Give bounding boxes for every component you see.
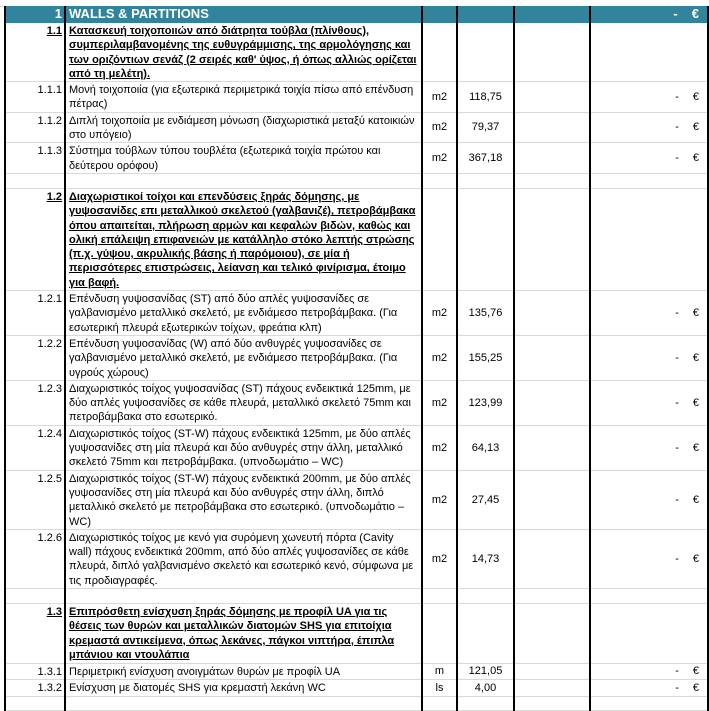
item-unit[interactable]: ls [422,680,457,696]
item-number[interactable]: 1.1.1 [5,82,65,113]
section-row [5,23,708,82]
currency: € [692,121,699,134]
currency: € [692,90,699,103]
item-total[interactable] [590,470,708,529]
cell[interactable] [5,588,65,603]
item-total[interactable] [590,112,708,143]
total-value: - [675,121,679,134]
cell[interactable] [514,23,590,82]
item-description[interactable]: Διαχωριστικός τοίχος (ST-W) πάχους ενδεικτικά 125mm, με δύο απλές γυψοσανίδες στη μία πλευρά και δύο ανθυγρές στην άλλη, μεταλλικό σκελετό 75mm και πετροβάμβακα. (υπνοδωμάτιο – WC) [65,425,422,470]
cell[interactable] [514,6,590,23]
total-value: - [675,552,679,565]
item-total[interactable] [590,663,708,679]
item-row [5,291,708,336]
item-description[interactable]: Διαχωριστικός τοίχος (ST-W) πάχους ενδεικτικά 200mm, με δύο απλές γυψοσανίδες στη μία πλευρά και δύο ανθυγρές στην άλλη, διπλό μεταλλικό σκελετό με πετροβάμβακα στο εσωτερικό. (υπνοδωμάτιο – WC) [65,470,422,529]
cell[interactable] [5,173,65,188]
item-quantity[interactable]: 14,73 [457,529,514,588]
item-number[interactable]: 1.2.4 [5,425,65,470]
currency: € [692,396,699,409]
item-unit[interactable]: m2 [422,529,457,588]
item-quantity[interactable]: 4,00 [457,680,514,696]
partial-row [5,696,708,710]
item-total[interactable] [590,82,708,113]
cell[interactable] [514,588,590,603]
unit-price-cell[interactable] [514,529,590,588]
cell[interactable] [514,696,590,710]
cell[interactable] [457,23,514,82]
total-value: - [675,90,679,103]
empty-row [5,173,708,188]
cell[interactable] [457,6,514,23]
item-quantity[interactable]: 64,13 [457,425,514,470]
item-description[interactable]: Διπλή τοιχοποιία με ενδιάμεση μόνωση (διαχωριστικά μεταξύ κατοικιών στο υπόγειο) [65,112,422,143]
currency: € [691,6,699,22]
item-number[interactable]: 1.2.1 [5,291,65,336]
section-title[interactable]: Διαχωριστικοί τοίχοι και επενδύσεις ξηράς δόμησης, με γυψοσανίδες επι μεταλλικού σκελετού (γαλβανιζέ), πετροβάμβακα όπου απαιτείται, πλήρωση αρμών και κεφαλών βιδών, καθώς και ολική επάλειψη επιφανειών με κατάλληλο στόκο λεπτής στρώσης (π.χ. γύψου, ακρυλικής βάσης ή παρόμοιου), σε μία ή περισσότερες επιστρώσεις, λείανση και τελικό φινίρισμα, έτοιμο για βαφή. [65,188,422,290]
total-value: - [675,493,679,506]
section-title[interactable]: Κατασκευή τοιχοποιιών από διάτρητα τούβλα (πλίνθους), συμπεριλαμβανομένης της ευθυγράμμισης, της αρμολόγησης και των οριζόντιων σενάζ (2 σειρές καθ' ύψος, ή όπως αλλιώς ορίζεται από τη μελέτη). [65,23,422,82]
item-unit[interactable]: m2 [422,82,457,113]
total-value: - [675,306,679,319]
item-quantity[interactable]: 27,45 [457,470,514,529]
item-unit[interactable]: m [422,663,457,679]
cell[interactable] [590,188,708,290]
item-description[interactable]: Περιμετρική ενίσχυση ανοιγμάτων θυρών με προφίλ UA [65,663,422,679]
cell[interactable] [457,696,514,710]
cell[interactable] [457,188,514,290]
cell[interactable] [457,588,514,603]
section-row [5,188,708,290]
item-number[interactable]: 1.2.6 [5,529,65,588]
currency: € [692,552,699,565]
item-description[interactable]: Διαχωριστικός τοίχος γυψοσανίδας (ST) πάχους ενδεικτικά 125mm, με δύο απλές γυψοσανίδες σε κάθε πλευρά, μεταλλικό σκελετό 75mm και πετροβάμβακα στο εσωτερικό. [65,380,422,425]
currency: € [692,493,699,506]
item-row [5,680,708,696]
unit-price-cell[interactable] [514,82,590,113]
cell[interactable] [590,603,708,663]
bill-of-quantities-sheet [4,6,709,711]
item-total[interactable] [590,680,708,696]
total-value: - [675,351,679,364]
cell[interactable] [422,23,457,82]
item-description[interactable]: Μονή τοιχοποιία (για εξωτερικά περιμετρικά τοιχία πίσω από επένδυση πέτρας) [65,82,422,113]
item-quantity[interactable]: 155,25 [457,335,514,380]
item-description[interactable]: Επένδυση γυψοσανίδας (ST) από δύο απλές γυψοσανίδες σε γαλβανισμένο μεταλλικό σκελετό, με ενδιάμεσο πετροβάμβακα. (Για εσωτερική πλευρά εξωτερικών τοίχων, φρεάτια κλπ) [65,291,422,336]
category-total[interactable] [590,6,708,23]
category-number[interactable]: 1 [5,6,65,23]
section-title[interactable]: Επιπρόσθετη ενίσχυση ξηράς δόμησης με προφίλ UA για τις θέσεις των θυρών και μεταλλικών διατομών SHS για επιτοίχια κρεμαστά αντικείμενα, όπως λεκάνες, πάγκοι νιπτήρα, έπιπλα μπάνιου και ντουλάπια [65,603,422,663]
item-quantity[interactable]: 367,18 [457,143,514,174]
currency: € [692,681,699,694]
cell[interactable] [422,6,457,23]
item-quantity[interactable]: 118,75 [457,82,514,113]
item-number[interactable]: 1.3.2 [5,680,65,696]
unit-price-cell[interactable] [514,291,590,336]
cell[interactable] [5,696,65,710]
item-row [5,529,708,588]
cell[interactable] [514,603,590,663]
cell[interactable] [65,173,422,188]
section-number[interactable]: 1.3 [5,603,65,663]
item-number[interactable]: 1.2.3 [5,380,65,425]
item-row [5,143,708,174]
item-quantity[interactable]: 121,05 [457,663,514,679]
cell[interactable] [422,173,457,188]
currency: € [692,665,699,678]
section-number[interactable]: 1.2 [5,188,65,290]
item-number[interactable]: 1.1.3 [5,143,65,174]
cell[interactable] [422,588,457,603]
cell[interactable] [422,603,457,663]
unit-price-cell[interactable] [514,112,590,143]
item-number[interactable]: 1.2.5 [5,470,65,529]
item-description[interactable]: Σύστημα τούβλων τύπου τουβλέτα (εξωτερικά τοιχία πρώτου και δεύτερου ορόφου) [65,143,422,174]
currency: € [692,351,699,364]
cell[interactable] [457,173,514,188]
total-value: - [673,6,678,22]
item-total[interactable] [590,291,708,336]
unit-price-cell[interactable] [514,380,590,425]
item-total[interactable] [590,529,708,588]
item-row [5,82,708,113]
item-row [5,112,708,143]
total-value: - [675,152,679,165]
category-header-row [5,6,708,23]
item-unit[interactable]: m2 [422,291,457,336]
unit-price-cell[interactable] [514,335,590,380]
cell[interactable] [422,188,457,290]
cell[interactable] [457,603,514,663]
cell[interactable] [514,173,590,188]
item-total[interactable] [590,425,708,470]
item-unit[interactable]: m2 [422,143,457,174]
cell[interactable] [590,23,708,82]
item-row [5,470,708,529]
empty-row [5,588,708,603]
item-unit[interactable]: m2 [422,380,457,425]
item-number[interactable]: 1.2.2 [5,335,65,380]
unit-price-cell[interactable] [514,143,590,174]
currency: € [692,441,699,454]
item-description[interactable]: Επένδυση γυψοσανίδας (W) από δύο ανθυγρές γυψοσανίδες σε γαλβανισμένο μεταλλικό σκελετό, με ενδιάμεσο πετροβάμβακα. (Για υγρούς χώρους) [65,335,422,380]
unit-price-cell[interactable] [514,663,590,679]
item-quantity[interactable]: 123,99 [457,380,514,425]
section-row [5,603,708,663]
item-description[interactable]: Ενίσχυση με διατομές SHS για κρεμαστή λεκάνη WC [65,680,422,696]
unit-price-cell[interactable] [514,425,590,470]
total-value: - [675,396,679,409]
unit-price-cell[interactable] [514,680,590,696]
item-row [5,425,708,470]
item-unit[interactable]: m2 [422,470,457,529]
cell[interactable] [422,696,457,710]
item-row [5,335,708,380]
cell[interactable] [65,588,422,603]
cell[interactable] [65,696,422,710]
item-quantity[interactable]: 79,37 [457,112,514,143]
item-description[interactable]: Διαχωριστικός τοίχος με κενό για συρόμενη χωνευτή πόρτα (Cavity wall) πάχους ενδεικτικά 200mm, από δύο απλές γυψοσανίδες σε κάθε πλευρά, διπλό γαλβανισμένο σκελετό και εσωτερικό κενό, σύμφωνα με τις προδιαγραφές. [65,529,422,588]
item-unit[interactable]: m2 [422,112,457,143]
total-value: - [675,665,679,678]
category-title[interactable]: WALLS & PARTITIONS [65,6,422,23]
item-total[interactable] [590,380,708,425]
cell[interactable] [514,188,590,290]
currency: € [692,306,699,319]
total-value: - [675,681,679,694]
item-unit[interactable]: m2 [422,335,457,380]
section-number[interactable]: 1.1 [5,23,65,82]
cell[interactable] [590,696,708,710]
cell[interactable] [590,173,708,188]
item-total[interactable] [590,335,708,380]
currency: € [692,152,699,165]
item-row [5,380,708,425]
item-number[interactable]: 1.3.1 [5,663,65,679]
item-number[interactable]: 1.1.2 [5,112,65,143]
item-total[interactable] [590,143,708,174]
item-quantity[interactable]: 135,76 [457,291,514,336]
total-value: - [675,441,679,454]
item-row [5,663,708,679]
item-unit[interactable]: m2 [422,425,457,470]
cell[interactable] [590,588,708,603]
unit-price-cell[interactable] [514,470,590,529]
